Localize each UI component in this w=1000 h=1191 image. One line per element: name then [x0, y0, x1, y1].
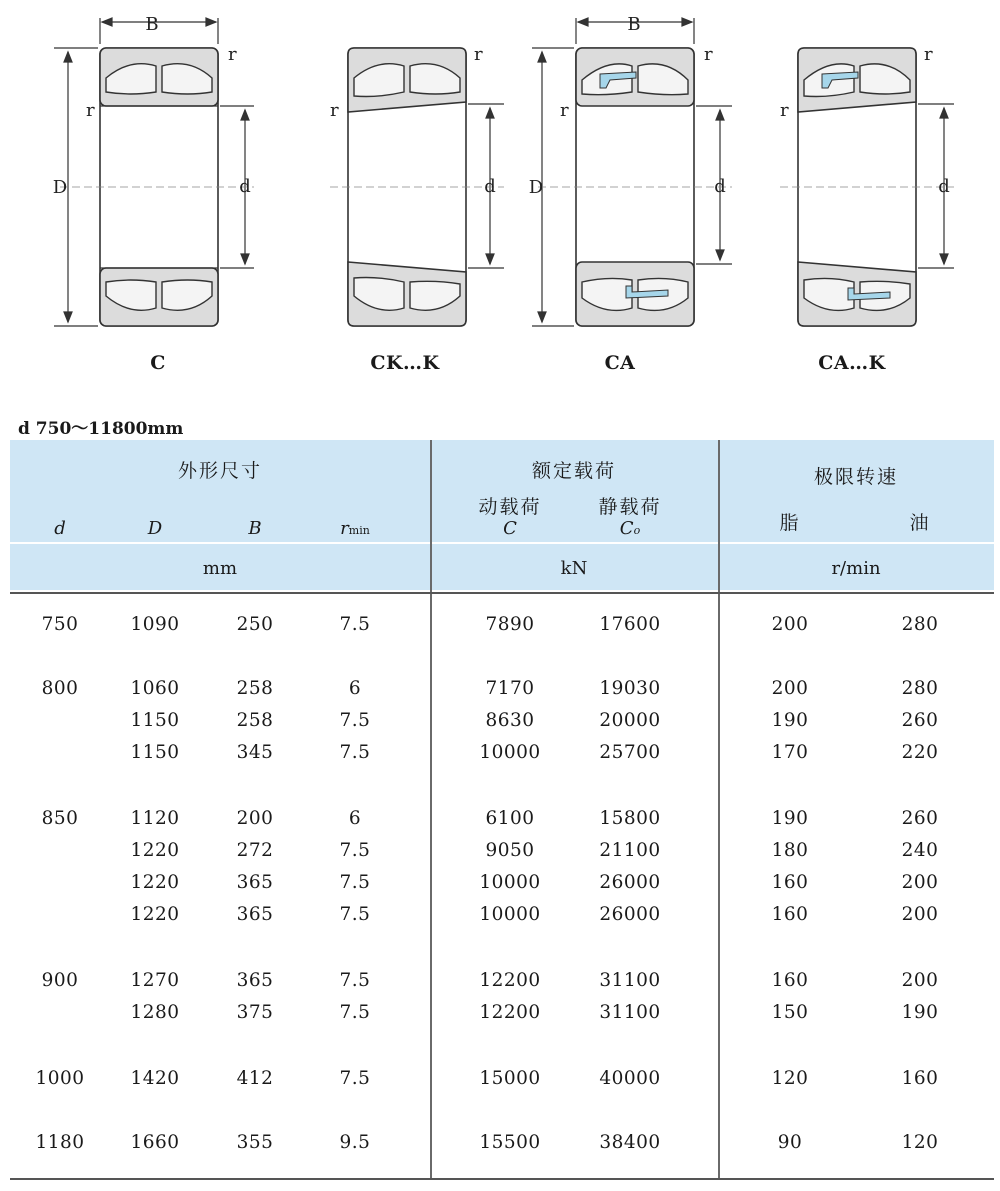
dim-r-label-2: r — [330, 100, 339, 121]
dim-d-label: d — [938, 176, 950, 197]
bearing-diagram-ca — [518, 0, 738, 340]
cell-d: 850 — [41, 808, 79, 829]
r-symbol: r — [340, 518, 349, 539]
cell-c: 15500 — [479, 1132, 541, 1153]
unit-load-rating: kN — [560, 558, 588, 579]
cell-d: 1220 — [130, 840, 180, 861]
cell-d: 900 — [41, 970, 79, 991]
cell-grease: 160 — [771, 970, 809, 991]
cell-oil: 200 — [901, 872, 939, 893]
cell-d: 1060 — [130, 678, 180, 699]
cell-c: 10000 — [479, 872, 541, 893]
cell-d: 750 — [41, 614, 79, 635]
cell-grease: 200 — [771, 614, 809, 635]
column-divider — [718, 440, 720, 1180]
cell-r: 7.5 — [339, 710, 371, 731]
cell-r: 7.5 — [339, 614, 371, 635]
column-header-d: d — [54, 518, 66, 539]
cell-c0: 17600 — [599, 614, 661, 635]
cell-grease: 200 — [771, 678, 809, 699]
cell-r: 7.5 — [339, 872, 371, 893]
cell-b: 365 — [236, 872, 274, 893]
cell-c: 7890 — [485, 614, 535, 635]
cell-d: 1000 — [35, 1068, 85, 1089]
cell-grease: 190 — [771, 808, 809, 829]
cell-oil: 200 — [901, 970, 939, 991]
cell-oil: 120 — [901, 1132, 939, 1153]
dim-b-label: B — [627, 14, 641, 35]
cell-r: 6 — [348, 678, 362, 699]
cell-c0: 40000 — [599, 1068, 661, 1089]
bearing-diagram-c — [40, 0, 260, 340]
cell-d: 1220 — [130, 872, 180, 893]
cell-oil: 190 — [901, 1002, 939, 1023]
bearing-spec-table — [10, 440, 994, 1180]
cell-grease: 160 — [771, 904, 809, 925]
bearing-diagram-ck-k — [290, 0, 510, 340]
cell-b: 375 — [236, 1002, 274, 1023]
dim-b-label: B — [145, 14, 159, 35]
cell-c: 12200 — [479, 1002, 541, 1023]
cell-b: 258 — [236, 710, 274, 731]
cell-b: 200 — [236, 808, 274, 829]
cell-r: 7.5 — [339, 1002, 371, 1023]
r-subscript: min — [348, 524, 370, 537]
cell-d: 1090 — [130, 614, 180, 635]
header-static-load: 静载荷 — [598, 496, 662, 518]
dim-r-label: r — [474, 44, 483, 65]
header-bottom-rule — [10, 592, 994, 594]
dim-r-label: r — [704, 44, 713, 65]
cell-d: 800 — [41, 678, 79, 699]
cell-oil: 160 — [901, 1068, 939, 1089]
dim-d-label: d — [714, 176, 726, 197]
cell-c: 9050 — [485, 840, 535, 861]
cell-d: 1120 — [130, 808, 180, 829]
header-dynamic-load: 动载荷 — [478, 496, 542, 518]
header-load-rating: 额定载荷 — [531, 460, 616, 482]
cell-d: 1420 — [130, 1068, 180, 1089]
bearing-c-drawing — [40, 0, 260, 340]
column-header-c: C — [503, 518, 517, 539]
header-oil: 油 — [909, 512, 931, 534]
cell-b: 258 — [236, 678, 274, 699]
dim-r-label: r — [228, 44, 237, 65]
cell-b: 365 — [236, 904, 274, 925]
cell-c: 10000 — [479, 904, 541, 925]
size-range-subtitle: d 750～11800mm — [18, 419, 184, 439]
cell-grease: 180 — [771, 840, 809, 861]
cell-grease: 90 — [777, 1132, 803, 1153]
cell-c: 6100 — [485, 808, 535, 829]
cell-b: 412 — [236, 1068, 274, 1089]
cell-c0: 26000 — [599, 872, 661, 893]
cell-c: 7170 — [485, 678, 535, 699]
cell-oil: 260 — [901, 808, 939, 829]
dim-D-label: D — [528, 177, 544, 198]
cell-c0: 31100 — [599, 970, 661, 991]
cell-oil: 200 — [901, 904, 939, 925]
cell-grease: 120 — [771, 1068, 809, 1089]
cell-oil: 280 — [901, 614, 939, 635]
cell-oil: 280 — [901, 678, 939, 699]
cell-d: 1150 — [130, 710, 180, 731]
cell-c0: 26000 — [599, 904, 661, 925]
cell-c: 8630 — [485, 710, 535, 731]
cell-r: 7.5 — [339, 840, 371, 861]
header-dimensions: 外形尺寸 — [177, 460, 262, 482]
cell-d: 1280 — [130, 1002, 180, 1023]
cell-c0: 15800 — [599, 808, 661, 829]
cell-r: 7.5 — [339, 904, 371, 925]
diagram-label-ck-k: CK…K — [370, 352, 440, 374]
cell-b: 250 — [236, 614, 274, 635]
unit-speed-limit: r/min — [831, 558, 881, 579]
c0-symbol: C — [619, 518, 634, 539]
cell-oil: 240 — [901, 840, 939, 861]
column-header-c0 — [570, 518, 690, 539]
cell-b: 355 — [236, 1132, 274, 1153]
cell-c: 10000 — [479, 742, 541, 763]
dim-r-label-2: r — [560, 100, 569, 121]
dim-d-label: d — [239, 176, 251, 197]
dim-r-label: r — [924, 44, 933, 65]
header-grease: 脂 — [779, 512, 801, 534]
diagram-label-c: C — [150, 352, 166, 374]
cell-c0: 19030 — [599, 678, 661, 699]
cell-r: 6 — [348, 808, 362, 829]
bearing-ca-drawing — [518, 0, 738, 340]
cell-c: 15000 — [479, 1068, 541, 1089]
cell-grease: 190 — [771, 710, 809, 731]
dim-r-label-2: r — [780, 100, 789, 121]
dim-D-label: D — [52, 177, 68, 198]
cell-d: 1150 — [130, 742, 180, 763]
column-header-rmin — [310, 518, 400, 539]
cell-r: 7.5 — [339, 970, 371, 991]
cell-d: 1220 — [130, 904, 180, 925]
cell-c0: 38400 — [599, 1132, 661, 1153]
cell-b: 272 — [236, 840, 274, 861]
cell-b: 365 — [236, 970, 274, 991]
column-header-D: D — [147, 518, 163, 539]
cell-oil: 220 — [901, 742, 939, 763]
cell-r: 7.5 — [339, 1068, 371, 1089]
dim-d-label: d — [484, 176, 496, 197]
cell-c: 12200 — [479, 970, 541, 991]
header-speed-limit: 极限转速 — [813, 466, 898, 488]
dim-r-label-2: r — [86, 100, 95, 121]
unit-dimensions: mm — [202, 558, 238, 579]
cell-c0: 20000 — [599, 710, 661, 731]
cell-oil: 260 — [901, 710, 939, 731]
cell-grease: 170 — [771, 742, 809, 763]
cell-grease: 150 — [771, 1002, 809, 1023]
cell-r: 9.5 — [339, 1132, 371, 1153]
diagram-label-ca-k: CA…K — [818, 352, 886, 374]
cell-d: 1180 — [35, 1132, 85, 1153]
cell-c0: 31100 — [599, 1002, 661, 1023]
cell-c0: 25700 — [599, 742, 661, 763]
bearing-ca-k-drawing — [740, 0, 960, 340]
cell-grease: 160 — [771, 872, 809, 893]
column-divider — [430, 440, 432, 1180]
cell-r: 7.5 — [339, 742, 371, 763]
c0-subscript: o — [633, 524, 641, 537]
cell-c0: 21100 — [599, 840, 661, 861]
table-bottom-rule — [10, 1178, 994, 1180]
cell-d: 1660 — [130, 1132, 180, 1153]
cell-b: 345 — [236, 742, 274, 763]
diagram-label-ca: CA — [604, 352, 636, 374]
cell-d: 1270 — [130, 970, 180, 991]
bearing-diagram-ca-k — [740, 0, 960, 340]
column-header-B: B — [248, 518, 262, 539]
bearing-ck-k-drawing — [290, 0, 510, 340]
